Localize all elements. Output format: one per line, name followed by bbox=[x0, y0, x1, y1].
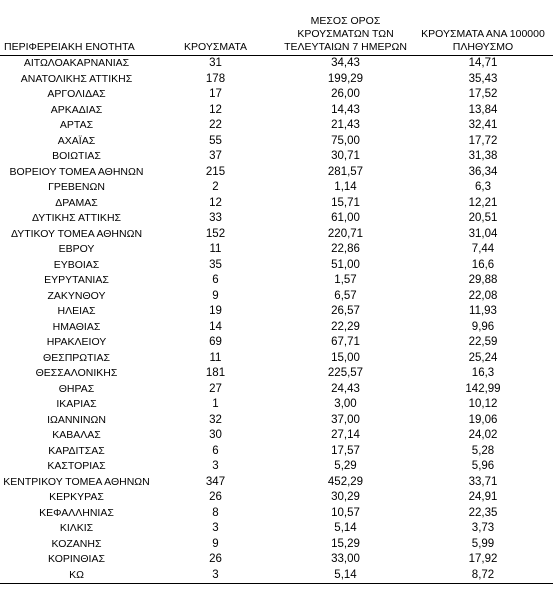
table-header bbox=[0, 12, 553, 56]
cell-region: ΚΕΦΑΛΛΗΝΙΑΣ bbox=[39, 506, 114, 519]
table-row bbox=[0, 537, 553, 553]
cell-per100k: 36,34 bbox=[468, 165, 498, 178]
cell-cases: 31 bbox=[153, 56, 278, 72]
cell-per100k: 16,6 bbox=[471, 258, 495, 271]
cell-region: ΘΕΣΠΡΩΤΙΑΣ bbox=[43, 351, 110, 364]
header-avg7-line-3: ΤΕΛΕΥΤΑΙΩΝ 7 ΗΜΕΡΩΝ bbox=[284, 41, 407, 53]
cell-region: ΒΟΙΩΤΙΑΣ bbox=[52, 150, 101, 162]
cell-region: ΚΕΝΤΡΙΚΟΥ ΤΟΜΕΑ ΑΘΗΝΩΝ bbox=[3, 475, 150, 488]
table-row bbox=[0, 413, 553, 429]
cell-region: ΔΥΤΙΚΟΥ ΤΟΜΕΑ ΑΘΗΝΩΝ bbox=[10, 227, 143, 240]
cell-cases: 9 bbox=[212, 289, 219, 302]
cell-avg7: 33,00 bbox=[331, 553, 360, 565]
cell-per100k: 7,44 bbox=[471, 243, 495, 255]
cell-region: ΔΡΑΜΑΣ bbox=[55, 196, 98, 209]
cell-avg7: 5,14 bbox=[278, 568, 413, 584]
table-row bbox=[0, 56, 553, 72]
cell-cases: 215 bbox=[205, 165, 226, 178]
cell-region: ΓΡΕΒΕΝΩΝ bbox=[48, 181, 105, 193]
cell-avg7: 30,29 bbox=[331, 491, 360, 503]
table-row bbox=[0, 459, 553, 475]
cell-cases: 69 bbox=[209, 336, 222, 348]
cell-avg7: 51,00 bbox=[331, 258, 360, 271]
table-body bbox=[0, 56, 553, 584]
cell-cases: 26 bbox=[209, 553, 222, 565]
cell-cases: 12 bbox=[209, 196, 222, 209]
cell-cases: 26 bbox=[209, 491, 222, 503]
cell-region: ΚΑΣΤΟΡΙΑΣ bbox=[47, 460, 106, 472]
cell-cases: 347 bbox=[205, 475, 226, 488]
cell-per100k: 19,06 bbox=[468, 413, 498, 426]
cell-avg7: 5,29 bbox=[334, 460, 357, 472]
table-row bbox=[0, 149, 553, 165]
table-row bbox=[0, 304, 553, 320]
cell-region: ΙΩΑΝΝΙΝΩΝ bbox=[47, 413, 106, 426]
cell-region: ΕΥΒΟΙΑΣ bbox=[53, 258, 100, 271]
cell-per100k: 22,35 bbox=[468, 506, 498, 519]
cell-per100k: 22,59 bbox=[468, 336, 498, 348]
table-row bbox=[0, 242, 553, 258]
cell-region: ΘΗΡΑΣ bbox=[58, 382, 95, 395]
table-row bbox=[0, 134, 553, 150]
cell-cases: 33 bbox=[209, 212, 222, 224]
cell-cases: 2 bbox=[212, 181, 219, 193]
cell-per100k: 29,88 bbox=[468, 274, 498, 286]
table-row bbox=[0, 475, 553, 491]
cell-per100k: 13,84 bbox=[468, 103, 498, 116]
cell-per100k: 11,93 bbox=[469, 305, 497, 317]
cell-cases: 11 bbox=[209, 243, 222, 255]
table-row bbox=[0, 351, 553, 367]
cell-avg7: 15,29 bbox=[331, 537, 360, 550]
cell-cases: 9 bbox=[212, 537, 219, 550]
cell-cases: 8 bbox=[212, 506, 219, 519]
cell-per100k: 25,24 bbox=[468, 351, 498, 364]
header-avg7 bbox=[278, 12, 413, 56]
table-row bbox=[0, 382, 553, 398]
cell-region: ΔΥΤΙΚΗΣ ΑΤΤΙΚΗΣ bbox=[31, 212, 122, 224]
cell-region: ΖΑΚΥΝΘΟΥ bbox=[47, 289, 106, 302]
cell-avg7: 1,14 bbox=[334, 181, 357, 193]
cell-avg7: 26,57 bbox=[331, 305, 360, 317]
cell-cases: 3 bbox=[212, 522, 219, 534]
cell-per100k: 5,96 bbox=[471, 460, 495, 472]
cell-per100k: 9,96 bbox=[471, 320, 495, 333]
cell-avg7: 10,57 bbox=[331, 506, 360, 519]
cell-per100k: 17,52 bbox=[468, 88, 498, 100]
cell-avg7: 24,43 bbox=[331, 382, 360, 395]
cell-per100k: 33,71 bbox=[468, 475, 498, 488]
table-row bbox=[0, 521, 553, 537]
cell-per100k: 14,71 bbox=[413, 56, 553, 72]
cell-per100k: 10,12 bbox=[468, 398, 498, 410]
cell-region: ΚΙΛΚΙΣ bbox=[59, 522, 94, 534]
cell-cases: 17 bbox=[209, 88, 222, 100]
cell-cases: 178 bbox=[205, 72, 226, 85]
cell-avg7: 15,00 bbox=[331, 351, 360, 364]
header-cases-line: ΚΡΟΥΣΜΑΤΑ bbox=[184, 41, 247, 53]
cell-avg7: 3,00 bbox=[334, 398, 357, 410]
cell-region: ΑΙΤΩΛΟΑΚΑΡΝΑΝΙΑΣ bbox=[0, 56, 153, 72]
cases-table bbox=[0, 12, 553, 584]
cell-per100k: 24,02 bbox=[468, 429, 498, 441]
cell-cases: 152 bbox=[205, 227, 226, 240]
table-row bbox=[0, 165, 553, 181]
header-per100k-line-1: ΚΡΟΥΣΜΑΤΑ ΑΝΑ 100000 bbox=[421, 28, 545, 40]
cell-avg7: 27,14 bbox=[331, 429, 360, 441]
header-per100k-line-2: ΠΛΗΘΥΣΜΟ bbox=[452, 41, 514, 53]
cell-region: ΑΡΚΑΔΙΑΣ bbox=[50, 103, 103, 116]
cell-region: ΙΚΑΡΙΑΣ bbox=[56, 398, 97, 410]
cell-avg7: 225,57 bbox=[327, 367, 364, 379]
cell-avg7: 67,71 bbox=[331, 336, 360, 348]
cell-cases: 14 bbox=[209, 320, 222, 333]
cell-per100k: 31,38 bbox=[468, 150, 498, 162]
cell-per100k: 16,3 bbox=[471, 367, 495, 379]
header-cases bbox=[153, 12, 278, 56]
cell-per100k: 6,3 bbox=[475, 181, 491, 193]
cell-avg7: 452,29 bbox=[327, 475, 364, 488]
cell-region: ΑΡΓΟΛΙΔΑΣ bbox=[47, 88, 106, 100]
cell-avg7: 281,57 bbox=[327, 165, 364, 178]
table-row bbox=[0, 118, 553, 134]
table-row bbox=[0, 258, 553, 274]
cell-avg7: 61,00 bbox=[331, 212, 360, 224]
cell-per100k: 22,08 bbox=[468, 289, 498, 302]
cell-cases: 6 bbox=[212, 274, 219, 286]
header-region-line: ΠΕΡΙΦΕΡΕΙΑΚΗ ΕΝΟΤΗΤΑ bbox=[4, 41, 135, 53]
cell-region: ΗΛΕΙΑΣ bbox=[57, 305, 96, 317]
cell-avg7: 22,29 bbox=[331, 320, 360, 333]
cell-region: ΑΧΑΪΑΣ bbox=[57, 134, 96, 147]
cell-region: ΚΑΒΑΛΑΣ bbox=[52, 429, 101, 441]
cell-avg7: 220,71 bbox=[327, 227, 364, 240]
table-row bbox=[0, 180, 553, 196]
cell-cases: 3 bbox=[153, 568, 278, 584]
cell-avg7: 26,00 bbox=[331, 88, 360, 100]
cell-avg7: 75,00 bbox=[331, 134, 360, 147]
table-row bbox=[0, 72, 553, 88]
cell-cases: 27 bbox=[209, 382, 222, 395]
table-row bbox=[0, 227, 553, 243]
cell-avg7: 17,57 bbox=[331, 444, 360, 457]
cell-per100k: 24,91 bbox=[468, 491, 498, 503]
cell-per100k: 31,04 bbox=[468, 227, 498, 240]
cell-region: ΕΒΡΟΥ bbox=[58, 243, 95, 255]
cell-avg7: 199,29 bbox=[327, 72, 364, 85]
cell-cases: 3 bbox=[212, 460, 219, 472]
cell-per100k: 32,41 bbox=[468, 119, 498, 131]
header-avg7-line-1: ΜΕΣΟΣ ΟΡΟΣ bbox=[310, 15, 381, 27]
cell-per100k: 8,72 bbox=[413, 568, 553, 584]
cell-per100k: 3,73 bbox=[471, 522, 495, 534]
cell-avg7: 21,43 bbox=[331, 119, 360, 131]
table-row bbox=[0, 552, 553, 568]
table-row bbox=[0, 490, 553, 506]
cell-cases: 55 bbox=[209, 134, 222, 147]
cell-avg7: 34,43 bbox=[278, 56, 413, 72]
table-row bbox=[0, 320, 553, 336]
cell-avg7: 22,86 bbox=[331, 243, 360, 255]
cell-region: ΚΟΖΑΝΗΣ bbox=[51, 537, 102, 550]
cell-cases: 1 bbox=[212, 398, 219, 410]
cell-region: ΗΜΑΘΙΑΣ bbox=[52, 320, 101, 333]
table-row bbox=[0, 335, 553, 351]
cell-avg7: 1,57 bbox=[334, 274, 357, 286]
table-row bbox=[0, 444, 553, 460]
cell-cases: 12 bbox=[209, 103, 222, 116]
table-row bbox=[0, 397, 553, 413]
cell-cases: 30 bbox=[209, 429, 222, 441]
cell-region: ΚΑΡΔΙΤΣΑΣ bbox=[48, 444, 105, 457]
cell-region: ΗΡΑΚΛΕΙΟΥ bbox=[46, 336, 107, 348]
cell-per100k: 5,28 bbox=[471, 444, 495, 457]
cell-avg7: 5,14 bbox=[334, 522, 357, 534]
cell-region: ΑΡΤΑΣ bbox=[59, 119, 94, 131]
cell-per100k: 20,51 bbox=[468, 212, 498, 224]
cell-cases: 32 bbox=[209, 413, 222, 426]
cell-cases: 35 bbox=[209, 258, 222, 271]
header-avg7-line-2: ΚΡΟΥΣΜΑΤΩΝ ΤΩΝ bbox=[297, 28, 394, 40]
cell-cases: 22 bbox=[209, 119, 222, 131]
header-region bbox=[0, 12, 153, 56]
cell-region: ΚΕΡΚΥΡΑΣ bbox=[49, 491, 104, 503]
cell-cases: 6 bbox=[212, 444, 219, 457]
table-row bbox=[0, 506, 553, 522]
cell-region: ΑΝΑΤΟΛΙΚΗΣ ΑΤΤΙΚΗΣ bbox=[20, 72, 133, 85]
table-row bbox=[0, 273, 553, 289]
table-row bbox=[0, 211, 553, 227]
cell-avg7: 37,00 bbox=[331, 413, 360, 426]
table-row bbox=[0, 428, 553, 444]
header-per100k bbox=[413, 12, 553, 56]
header-row bbox=[0, 12, 553, 56]
cell-region: ΕΥΡΥΤΑΝΙΑΣ bbox=[44, 274, 109, 286]
cell-cases: 19 bbox=[209, 305, 222, 317]
cell-per100k: 35,43 bbox=[468, 72, 498, 85]
cell-per100k: 12,21 bbox=[468, 196, 498, 209]
cell-avg7: 6,57 bbox=[334, 289, 357, 302]
cell-region: ΒΟΡΕΙΟΥ ΤΟΜΕΑ ΑΘΗΝΩΝ bbox=[9, 165, 144, 178]
cell-per100k: 17,92 bbox=[468, 553, 498, 565]
cell-avg7: 14,43 bbox=[331, 103, 360, 116]
table-row bbox=[0, 568, 553, 584]
table-row bbox=[0, 87, 553, 103]
table-row bbox=[0, 366, 553, 382]
cell-cases: 11 bbox=[209, 351, 222, 364]
table-row bbox=[0, 289, 553, 305]
cell-region: ΚΟΡΙΝΘΙΑΣ bbox=[48, 553, 105, 565]
cell-region: ΚΩ bbox=[0, 568, 153, 584]
cell-region: ΘΕΣΣΑΛΟΝΙΚΗΣ bbox=[35, 367, 118, 379]
cell-avg7: 15,71 bbox=[331, 196, 360, 209]
cell-per100k: 17,72 bbox=[468, 134, 498, 147]
table-row bbox=[0, 196, 553, 212]
cell-cases: 181 bbox=[205, 367, 226, 379]
cell-avg7: 30,71 bbox=[331, 150, 360, 162]
cell-per100k: 5,99 bbox=[471, 537, 495, 550]
cell-per100k: 142,99 bbox=[465, 382, 501, 395]
table-row bbox=[0, 103, 553, 119]
cell-cases: 37 bbox=[209, 150, 222, 162]
